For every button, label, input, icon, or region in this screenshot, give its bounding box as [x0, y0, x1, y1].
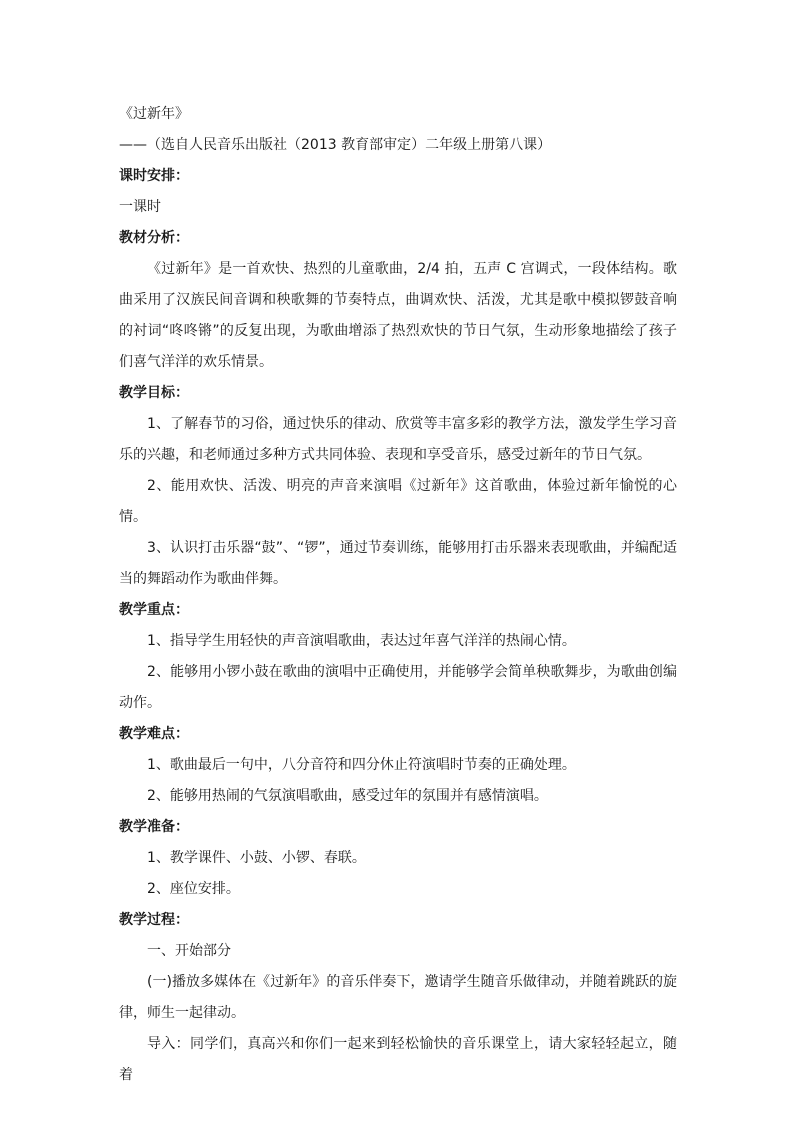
schedule-content: 一课时	[119, 199, 161, 215]
goals-heading: 教学目标：	[119, 385, 189, 401]
goal-item-2: 2、能用欢快、活泼、明亮的声音来演唱《过新年》这首歌曲，体验过新年愉悦的心情。	[119, 478, 677, 525]
difficulty-item-2: 2、能够用热闹的气氛演唱歌曲，感受过年的氛围并有感情演唱。	[147, 788, 548, 804]
process-item-2: 导入：同学们，真高兴和你们一起来到轻松愉快的音乐课堂上，请大家轻轻起立，随着	[119, 1036, 677, 1083]
analysis-content: 《过新年》是一首欢快、热烈的儿童歌曲，2/4 拍，五声 C 宫调式，一段体结构。歌曲采用了汉族民间音调和秧歌舞的节奏特点，曲调欢快、活泼，尤其是歌中模拟锣鼓音响的衬词“咚咚锵”的反复出现，为歌曲增添了热烈欢快的节日气氛，生动形象地描绘了孩子们喜气洋洋的欢乐情景。	[119, 261, 677, 370]
difficulty-item-1: 1、歌曲最后一句中，八分音符和四分休止符演唱时节奏的正确处理。	[147, 757, 576, 773]
key-point-item-1: 1、指导学生用轻快的声音演唱歌曲，表达过年喜气洋洋的热闹心情。	[147, 633, 576, 649]
preparation-item-1: 1、教学课件、小鼓、小锣、春联。	[147, 850, 366, 866]
key-points-heading: 教学重点：	[119, 602, 189, 618]
goal-item-3: 3、认识打击乐器“鼓”、“锣”，通过节奏训练，能够用打击乐器来表现歌曲，并编配适当的舞蹈动作为歌曲伴舞。	[119, 540, 677, 587]
goal-item-1: 1、了解春节的习俗，通过快乐的律动、欣赏等丰富多彩的教学方法，激发学生学习音乐的兴趣，和老师通过多种方式共同体验、表现和享受音乐，感受过新年的节日气氛。	[119, 416, 677, 463]
difficulties-heading: 教学难点：	[119, 726, 189, 742]
process-item-1: (一)播放多媒体在《过新年》的音乐伴奏下，邀请学生随音乐做律动，并随着跳跃的旋律，师生一起律动。	[119, 974, 677, 1021]
document-title: 《过新年》	[119, 106, 189, 122]
key-point-item-2: 2、能够用小锣小鼓在歌曲的演唱中正确使用，并能够学会简单秧歌舞步，为歌曲创编动作。	[119, 664, 677, 711]
document-page	[119, 99, 677, 1091]
process-part-title: 一、开始部分	[147, 943, 231, 959]
schedule-heading: 课时安排：	[119, 168, 189, 184]
process-heading: 教学过程：	[119, 912, 189, 928]
preparation-item-2: 2、座位安排。	[147, 881, 240, 897]
preparation-heading: 教学准备：	[119, 819, 189, 835]
analysis-heading: 教材分析：	[119, 230, 189, 246]
document-source: ——（选自人民音乐出版社（2013 教育部审定）二年级上册第八课）	[119, 137, 552, 153]
